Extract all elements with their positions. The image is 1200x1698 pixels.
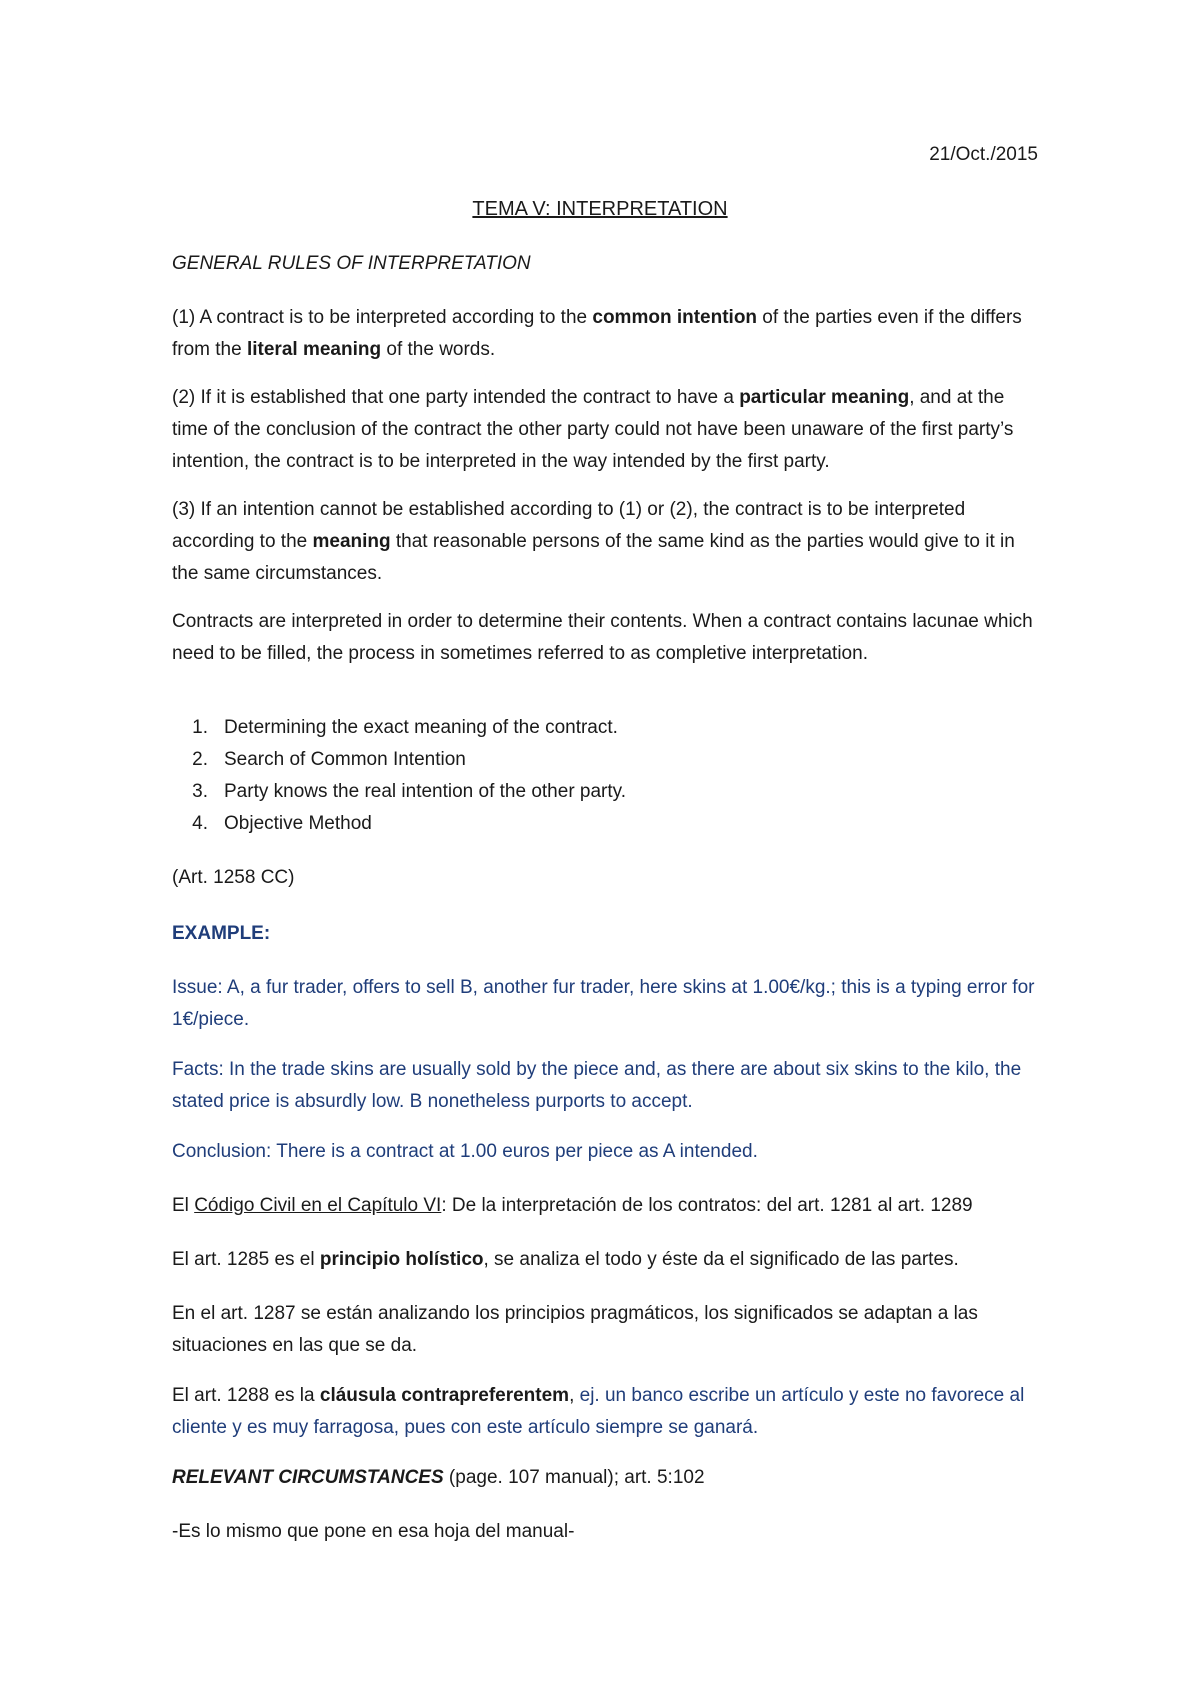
rule-1-bold-common-intention: common intention [592, 307, 758, 328]
list-item-text: Determining the exact meaning of the contract. [224, 717, 618, 738]
rule-3-number: (3) [172, 499, 196, 520]
rule-3-paragraph [172, 494, 1042, 590]
example-facts [172, 1054, 1042, 1118]
contrapreferentem-paragraph [172, 1380, 1042, 1444]
contracts-paragraph: Contracts are interpreted in order to determine their contents. When a contract contains lacunae which need to be filled, the process in sometimes referred to as completive interpretation. [172, 611, 1033, 664]
rule-1-text-b: of the parties even if the differs from the [172, 307, 1022, 360]
list-item-number: 3. [192, 781, 208, 802]
codigo-civil-paragraph [172, 1190, 1042, 1222]
list-item-text: Party knows the real intention of the other party. [224, 781, 627, 802]
rule-1-text-a: A contract is to be interpreted according to the [195, 307, 593, 328]
list-item [172, 776, 626, 808]
holistico-bold: principio holístico [319, 1249, 484, 1270]
rule-2-paragraph [172, 382, 1042, 478]
rule-2-text-a: If it is established that one party intended the contract to have a [195, 387, 740, 408]
list-item-text: Search of Common Intention [224, 749, 466, 770]
list-item [172, 744, 466, 776]
contrapreferentem-text-a: El art. 1288 es la [172, 1385, 320, 1406]
rule-2-number: (2) [172, 387, 196, 408]
section-heading-general-rules: GENERAL RULES OF INTERPRETATION [172, 253, 531, 274]
facts-label: Facts: [172, 1059, 224, 1080]
rule-3-text-b: that reasonable persons of the same kind as the parties would give to it in the same circumstances. [172, 531, 1015, 584]
relevant-circumstances-heading: RELEVANT CIRCUMSTANCES [172, 1467, 444, 1488]
mismo-manual-paragraph: -Es lo mismo que pone en esa hoja del manual- [172, 1521, 575, 1542]
list-item-text: Objective Method [224, 813, 372, 834]
rule-1-number: (1) [172, 307, 196, 328]
rule-2-text-b: , and at the time of the conclusion of the contract the other party could not have been unaware of the first party’s intention, the contract is to be interpreted in the way intended by the first party. [172, 387, 1014, 472]
pragmaticos-paragraph: En el art. 1287 se están analizando los principios pragmáticos, los significados se adaptan a las situaciones en las que se da. [172, 1303, 978, 1356]
list-item-number: 4. [192, 813, 208, 834]
list-item-number: 1. [192, 717, 208, 738]
example-issue [172, 972, 1042, 1036]
holistico-text-b: , se analiza el todo y éste da el significado de las partes. [483, 1249, 959, 1270]
rule-2-bold-particular-meaning: particular meaning [739, 387, 910, 408]
contrapreferentem-bold: cláusula contrapreferentem [319, 1385, 570, 1406]
issue-text: A, a fur trader, offers to sell B, another fur trader, here skins at 1.00€/kg.; this is a typing error for 1€/piece. [172, 977, 1035, 1030]
rule-1-text-c: of the words. [381, 339, 496, 360]
rule-1-bold-literal-meaning: literal meaning [246, 339, 382, 360]
contrapreferentem-example: ej. un banco escribe un artículo y este no favorece al cliente y es muy farragosa, pues con este artículo siempre se ganará. [172, 1385, 1025, 1438]
codigo-text-b: : De la interpretación de los contratos: del art. 1281 al art. 1289 [441, 1195, 973, 1216]
list-item [172, 712, 618, 744]
relevant-circumstances-paragraph [172, 1462, 1042, 1494]
issue-label: Issue: [172, 977, 223, 998]
document-date: 21/Oct./2015 [929, 144, 1038, 165]
conclusion-label: Conclusion: [172, 1141, 272, 1162]
relevant-circumstances-text: (page. 107 manual); art. 5:102 [443, 1467, 705, 1488]
rule-1-paragraph [172, 302, 1042, 366]
list-item-number: 2. [192, 749, 208, 770]
page-title: TEMA V: INTERPRETATION [472, 198, 728, 220]
codigo-underlined: Código Civil en el Capítulo VI [194, 1195, 442, 1216]
rule-3-bold-meaning: meaning [312, 531, 391, 552]
list-item [172, 808, 372, 840]
facts-text: In the trade skins are usually sold by the piece and, as there are about six skins to the kilo, the stated price is absurdly low. B nonetheless purports to accept. [172, 1059, 1022, 1112]
contrapreferentem-text-b: , [569, 1385, 580, 1406]
holistico-text-a: El art. 1285 es el [172, 1249, 320, 1270]
holistico-paragraph [172, 1244, 1042, 1276]
example-heading: EXAMPLE: [172, 923, 271, 944]
codigo-text-a: El [172, 1195, 195, 1216]
article-reference: (Art. 1258 CC) [172, 867, 295, 888]
conclusion-text: There is a contract at 1.00 euros per piece as A intended. [271, 1141, 758, 1162]
rule-3-text-a: If an intention cannot be established according to (1) or (2), the contract is to be interpreted according to the [172, 499, 966, 552]
example-conclusion [172, 1136, 1042, 1168]
